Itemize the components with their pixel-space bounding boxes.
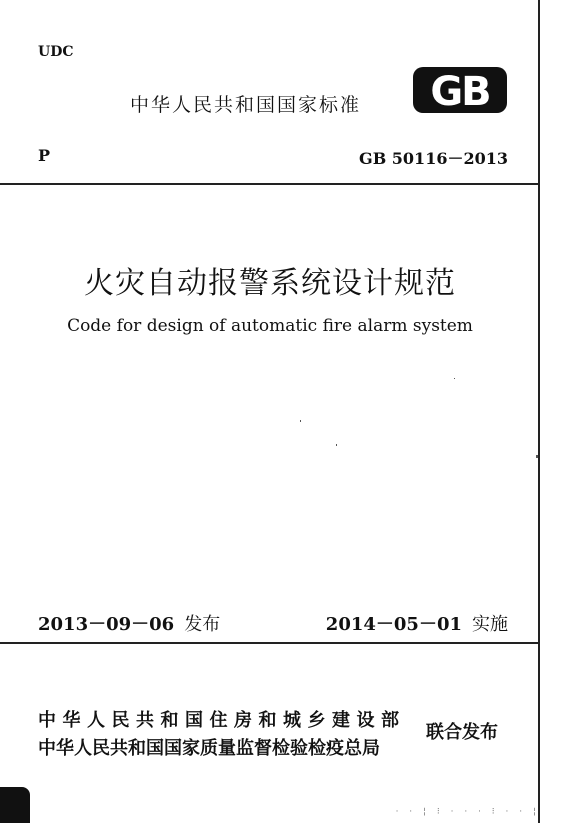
document-title-en: Code for design of automatic fire alarm system — [67, 316, 473, 336]
header-divider — [0, 183, 540, 185]
scan-speck — [454, 378, 455, 379]
issue-date-label: 发布 — [184, 614, 221, 635]
document-title-zh: 火灾自动报警系统设计规范 — [84, 266, 456, 301]
joint-issue-label: 联合发布 — [426, 722, 498, 743]
effective-date — [326, 610, 508, 636]
issuing-dept-2: 中华人民共和国国家质量监督检验检疫总局 — [38, 738, 380, 759]
national-standard-title: 中华人民共和国国家标准 — [130, 94, 362, 116]
page-edge-line — [538, 0, 540, 823]
classification-code: P — [38, 146, 51, 165]
udc-label: UDC — [38, 44, 74, 60]
scan-speck — [536, 455, 538, 458]
gb-logo-text: GB — [430, 69, 490, 114]
standard-number: GB 50116－2013 — [359, 149, 508, 168]
effective-date-value: 2014－05－01 — [325, 614, 462, 635]
footer-divider — [0, 642, 540, 644]
gb-logo-icon — [412, 66, 508, 114]
issue-date-value: 2013－09－06 — [38, 614, 175, 635]
scan-speck — [336, 444, 337, 446]
issuing-dept-1: 中华人民共和国住房和城乡建设部 — [38, 710, 406, 731]
scan-noise-dots: · · ¦ ⁝ · · · ⁝ · · ¦ — [395, 807, 540, 817]
scan-blot — [0, 787, 30, 823]
effective-date-label: 实施 — [472, 614, 508, 635]
scan-speck — [300, 420, 301, 422]
issue-date — [38, 610, 220, 636]
